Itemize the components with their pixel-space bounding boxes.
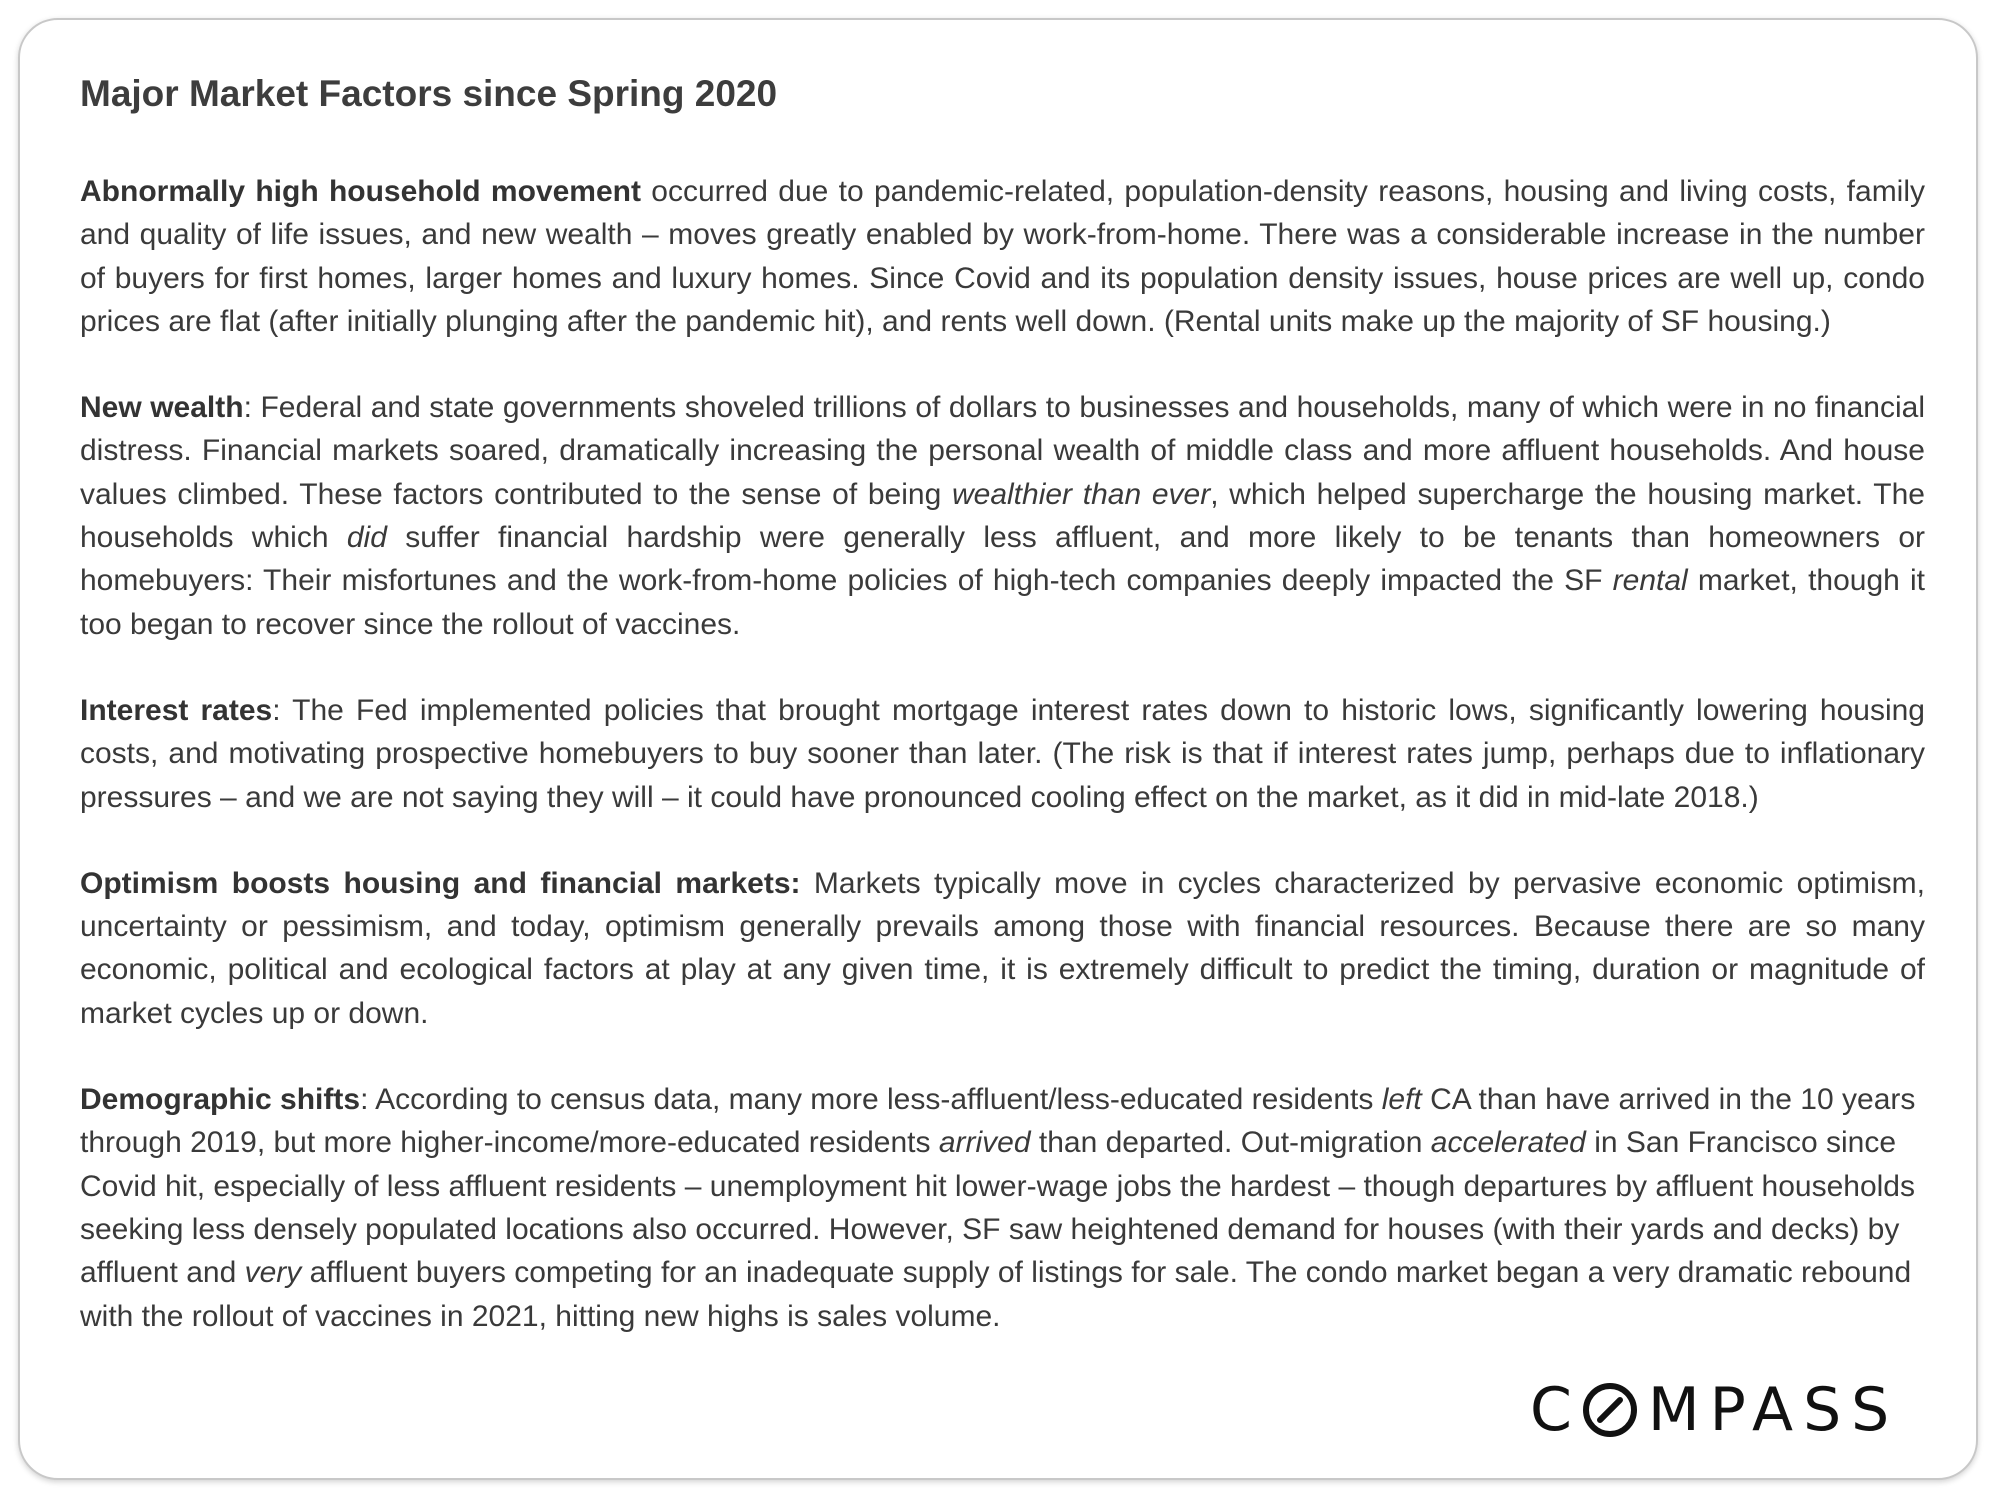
paragraph-heading: Interest rates	[80, 693, 273, 727]
paragraph-heading: Demographic shifts	[80, 1083, 361, 1117]
paragraph-interest-rates: Interest rates: The Fed implemented policies that brought mortgage interest rates down to historic lows, significantly lowering housing costs, and motivating prospective homebuyers to buy sooner than later. (The risk is that if interest rates jump, perhaps due to inflationary pressures – and we are not saying they will – it could have pronounced cooling effect on the market, as it did in mid-late 2018.)	[80, 693, 1925, 814]
logo-text-prefix: C	[1530, 1375, 1582, 1445]
paragraph-demographic-shifts: Demographic shifts: According to census data, many more less-affluent/less-educated residents left CA than have arrived in the 10 years through 2019, but more higher-income/more-educated residents arrived than departed. Out-migration accelerated in San Francisco since Covid hit, especially of less affluent residents – unemployment hit lower-wage jobs the hardest – though departures by affluent households seeking less densely populated locations also occurred. However, SF saw heightened demand for houses (with their yards and decks) by affluent and very affluent buyers competing for an inadequate supply of listings for sale. The condo market began a very dramatic rebound with the rollout of vaccines in 2021, hitting new highs is sales volume.	[80, 1083, 1916, 1333]
content-card	[18, 18, 1978, 1480]
paragraph-heading: Abnormally high household movement	[80, 175, 641, 208]
logo-text-suffix: MPASS	[1647, 1375, 1900, 1445]
paragraph-optimism: Optimism boosts housing and financial markets: Markets typically move in cycles characterized by pervasive economic optimism, uncertainty or pessimism, and today, optimism generally prevails among those with financial resources. Because there are so many economic, political and ecological factors at play at any given time, it is extremely difficult to predict the timing, duration or magnitude of market cycles up or down.	[80, 866, 1925, 1030]
page-title: Major Market Factors since Spring 2020	[80, 73, 778, 114]
paragraph-heading: Optimism boosts housing and financial markets:	[80, 866, 801, 900]
compass-logo	[1530, 1375, 1899, 1445]
compass-o-icon	[1582, 1382, 1638, 1438]
paragraph-heading: New wealth	[80, 391, 244, 425]
article-body	[80, 58, 1925, 1338]
paragraph-new-wealth: New wealth: Federal and state governments shoveled trillions of dollars to businesses and households, many of which were in no financial distress. Financial markets soared, dramatically increasing the personal wealth of middle class and more affluent households. And house values climbed. These factors contributed to the sense of being wealthier than ever, which helped supercharge the housing market. The households which did suffer financial hardship were generally less affluent, and more likely to be tenants than homeowners or homebuyers: Their misfortunes and the work-from-home policies of high-tech companies deeply impacted the SF rental market, though it too began to recover since the rollout of vaccines.	[80, 391, 1925, 641]
paragraph-household-movement: Abnormally high household movement occurred due to pandemic-related, population-density reasons, housing and living costs, family and quality of life issues, and new wealth – moves greatly enabled by work-from-home. There was a considerable increase in the number of buyers for first homes, larger homes and luxury homes. Since Covid and its population density issues, house prices are well up, condo prices are flat (after initially plunging after the pandemic hit), and rents well down. (Rental units make up the majority of SF housing.)	[80, 175, 1926, 338]
